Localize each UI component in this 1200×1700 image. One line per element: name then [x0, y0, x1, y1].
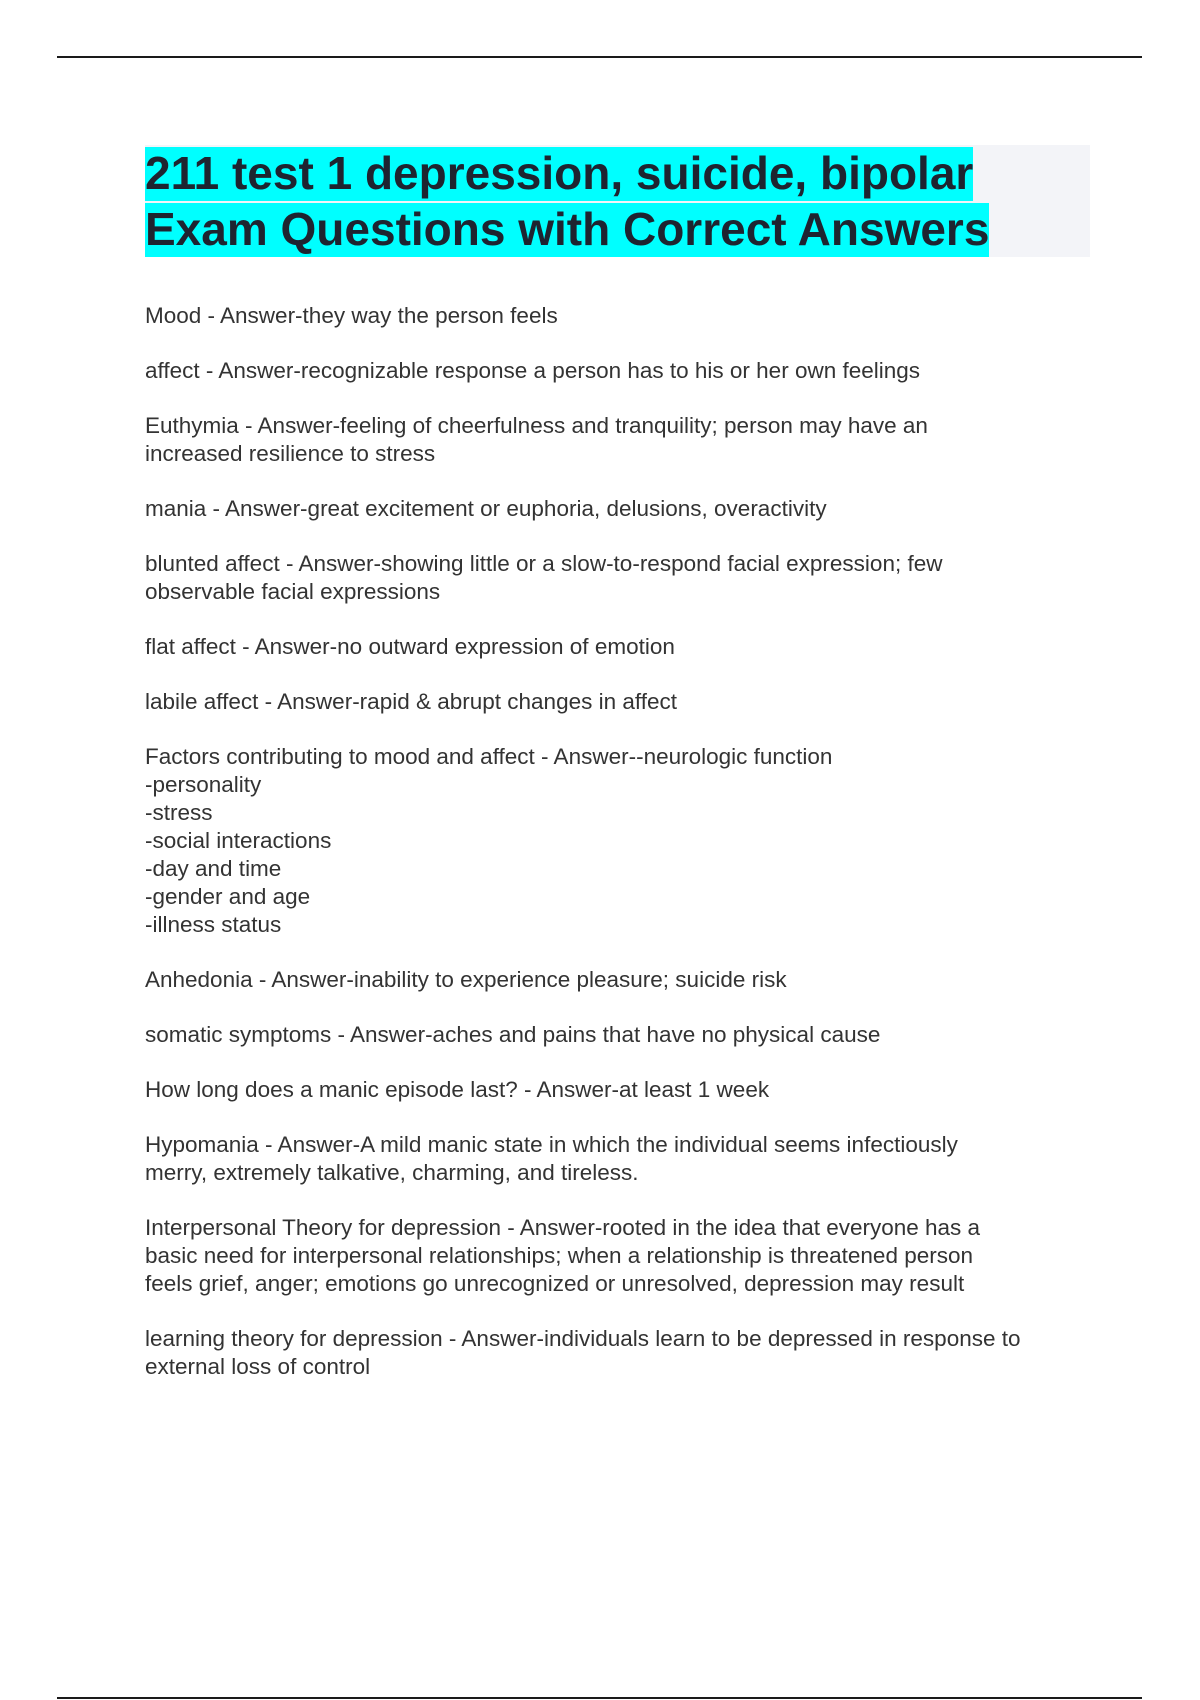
qa-line: labile affect - Answer-rapid & abrupt changes in affect	[145, 689, 677, 714]
title-line-2: Exam Questions with Correct Answers	[145, 203, 990, 255]
title-block	[145, 145, 1090, 257]
qa-line: feels grief, anger; emotions go unrecognized or unresolved, depression may result	[145, 1271, 965, 1296]
qa-item	[145, 966, 1095, 994]
qa-item	[145, 1076, 1095, 1104]
qa-line: merry, extremely talkative, charming, and tireless.	[145, 1160, 639, 1185]
title-line-1: 211 test 1 depression, suicide, bipolar	[145, 147, 974, 199]
bottom-rule	[57, 1697, 1142, 1699]
qa-line: external loss of control	[145, 1354, 371, 1379]
qa-item	[145, 1021, 1095, 1049]
qa-line: -day and time	[145, 856, 282, 881]
qa-line: Factors contributing to mood and affect - Answer--neurologic function	[145, 744, 833, 769]
qa-line: Mood - Answer-they way the person feels	[145, 303, 558, 328]
qa-line: blunted affect - Answer-showing little or a slow-to-respond facial expression; few	[145, 551, 943, 576]
qa-item	[145, 302, 1095, 330]
qa-item	[145, 357, 1095, 385]
qa-line: Interpersonal Theory for depression - Answer-rooted in the idea that everyone has a	[145, 1215, 981, 1240]
qa-line: Euthymia - Answer-feeling of cheerfulness and tranquility; person may have an	[145, 413, 928, 438]
document-title	[145, 145, 1090, 257]
qa-item	[145, 743, 1095, 939]
qa-item	[145, 1325, 1095, 1381]
qa-line: -personality	[145, 772, 262, 797]
qa-line: learning theory for depression - Answer-individuals learn to be depressed in response to	[145, 1326, 1021, 1351]
qa-line: Hypomania - Answer-A mild manic state in which the individual seems infectiously	[145, 1132, 958, 1157]
qa-item	[145, 1131, 1095, 1187]
qa-line: -stress	[145, 800, 213, 825]
top-rule	[57, 56, 1142, 58]
qa-line: Anhedonia - Answer-inability to experience pleasure; suicide risk	[145, 967, 787, 992]
qa-line: -illness status	[145, 912, 282, 937]
qa-item	[145, 633, 1095, 661]
qa-item	[145, 1214, 1095, 1298]
qa-line: -gender and age	[145, 884, 311, 909]
qa-item	[145, 412, 1095, 468]
qa-item	[145, 550, 1095, 606]
qa-line: How long does a manic episode last? - Answer-at least 1 week	[145, 1077, 770, 1102]
qa-line: mania - Answer-great excitement or euphoria, delusions, overactivity	[145, 496, 827, 521]
qa-line: affect - Answer-recognizable response a person has to his or her own feelings	[145, 358, 921, 383]
qa-line: observable facial expressions	[145, 579, 441, 604]
qa-line: -social interactions	[145, 828, 332, 853]
qa-item	[145, 495, 1095, 523]
qa-line: increased resilience to stress	[145, 441, 436, 466]
qa-item	[145, 688, 1095, 716]
qa-line: basic need for interpersonal relationships; when a relationship is threatened person	[145, 1243, 974, 1268]
qa-list	[145, 302, 1095, 1408]
qa-line: somatic symptoms - Answer-aches and pains that have no physical cause	[145, 1022, 881, 1047]
qa-line: flat affect - Answer-no outward expression of emotion	[145, 634, 675, 659]
